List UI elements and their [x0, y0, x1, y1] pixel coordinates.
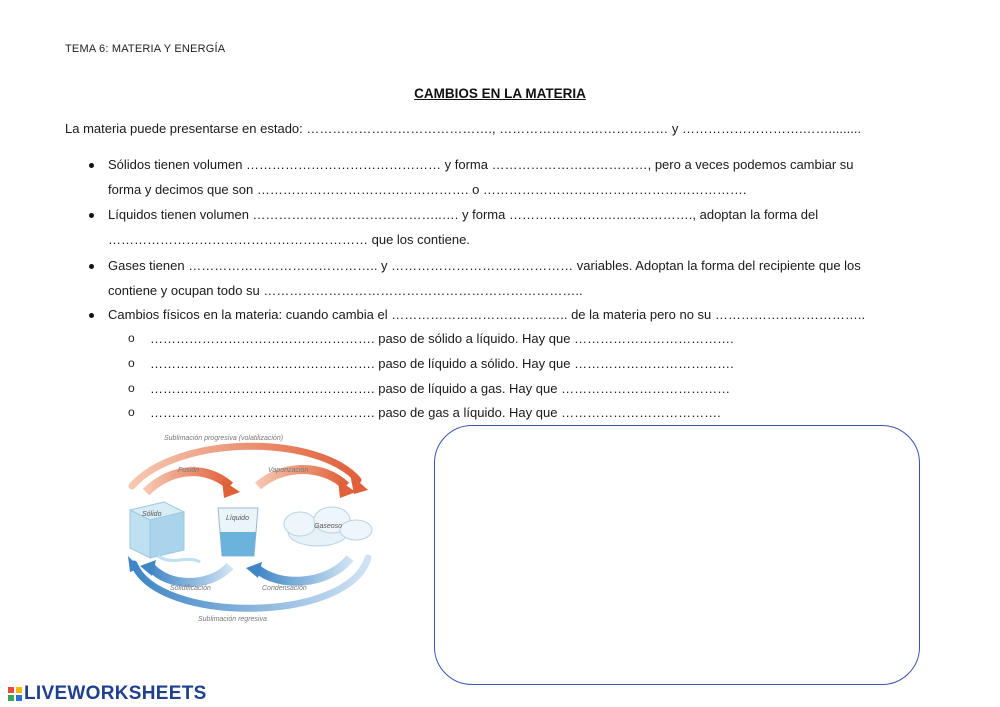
- label-vaporizacion: Vaporización: [268, 467, 309, 474]
- bullet-solidos-line2: forma y decimos que son …………………………………………. o …………………………………………………….: [108, 182, 747, 197]
- circle-bullet: o: [128, 405, 135, 419]
- circle-bullet: o: [128, 381, 135, 395]
- sub-item-solidificacion: ……………………………………………. paso de líquido a sólido. Hay que ……………………………….: [150, 356, 734, 371]
- solid-cube-icon: [130, 502, 200, 562]
- circle-bullet: o: [128, 331, 135, 345]
- bullet-liquidos-line2: …………………………………………………… que los contiene.: [108, 232, 470, 247]
- condensacion-arrow: [256, 558, 350, 581]
- bullet-dot: [89, 213, 94, 218]
- bullet-liquidos-line1: Líquidos tienen volumen ……………………………………..…. y forma ………………….…..……………., adoptan la forma del: [108, 207, 819, 222]
- sub-item-vaporizacion: ……………………………………………. paso de líquido a gas. Hay que …………………………………: [150, 381, 731, 396]
- sub-item-fusion: ……………………………………………. paso de sólido a líquido. Hay que ……………………………….: [150, 331, 734, 346]
- intro-line: La materia puede presentarse en estado: ……………………………………., ………………………………… y ……………………….…….........: [65, 121, 862, 136]
- solidificacion-arrow: [150, 566, 230, 583]
- label-fusion: Fusión: [178, 467, 200, 474]
- bullet-dot: [89, 163, 94, 168]
- page-title: CAMBIOS EN LA MATERIA: [414, 86, 586, 101]
- answer-box[interactable]: [434, 425, 920, 685]
- label-sublimacion-regresiva: Sublimación regresiva: [198, 616, 267, 623]
- bullet-dot: [89, 264, 94, 269]
- label-solidificacion: Solidificación: [170, 585, 211, 592]
- logo-icon: [8, 687, 22, 701]
- state-change-diagram: [118, 428, 390, 628]
- logo-text: LIVEWORKSHEETS: [24, 683, 207, 704]
- label-gaseoso: Gaseoso: [314, 523, 343, 530]
- label-condensacion: Condensación: [262, 585, 307, 592]
- bullet-gases-line1: Gases tienen …………………………………….. y …………………………………… variables. Adoptan la forma del recipiente que los: [108, 258, 861, 273]
- fusion-arrow: [146, 472, 230, 492]
- bullet-dot: [89, 313, 94, 318]
- liveworksheets-logo: [8, 683, 207, 705]
- bullet-cambios-line1: Cambios físicos en la materia: cuando cambia el ………………………………….. de la materia pero no su ……………………………..: [108, 307, 866, 322]
- topic-header: TEMA 6: MATERIA Y ENERGÍA: [65, 43, 226, 55]
- label-solido: Sólido: [142, 511, 162, 518]
- label-sublimacion-progresiva: Sublimación progresiva (volatilización): [164, 435, 284, 442]
- bullet-gases-line2: contiene y ocupan todo su ………………………………………………………………..: [108, 283, 583, 298]
- bullet-solidos-line1: Sólidos tienen volumen ……………………………………… y forma ………………………………, pero a veces podemos cambiar su: [108, 157, 854, 172]
- circle-bullet: o: [128, 356, 135, 370]
- label-liquido: Líquido: [226, 515, 249, 522]
- sub-item-condensacion: ……………………………………………. paso de gas a líquido. Hay que ……………………………….: [150, 405, 721, 420]
